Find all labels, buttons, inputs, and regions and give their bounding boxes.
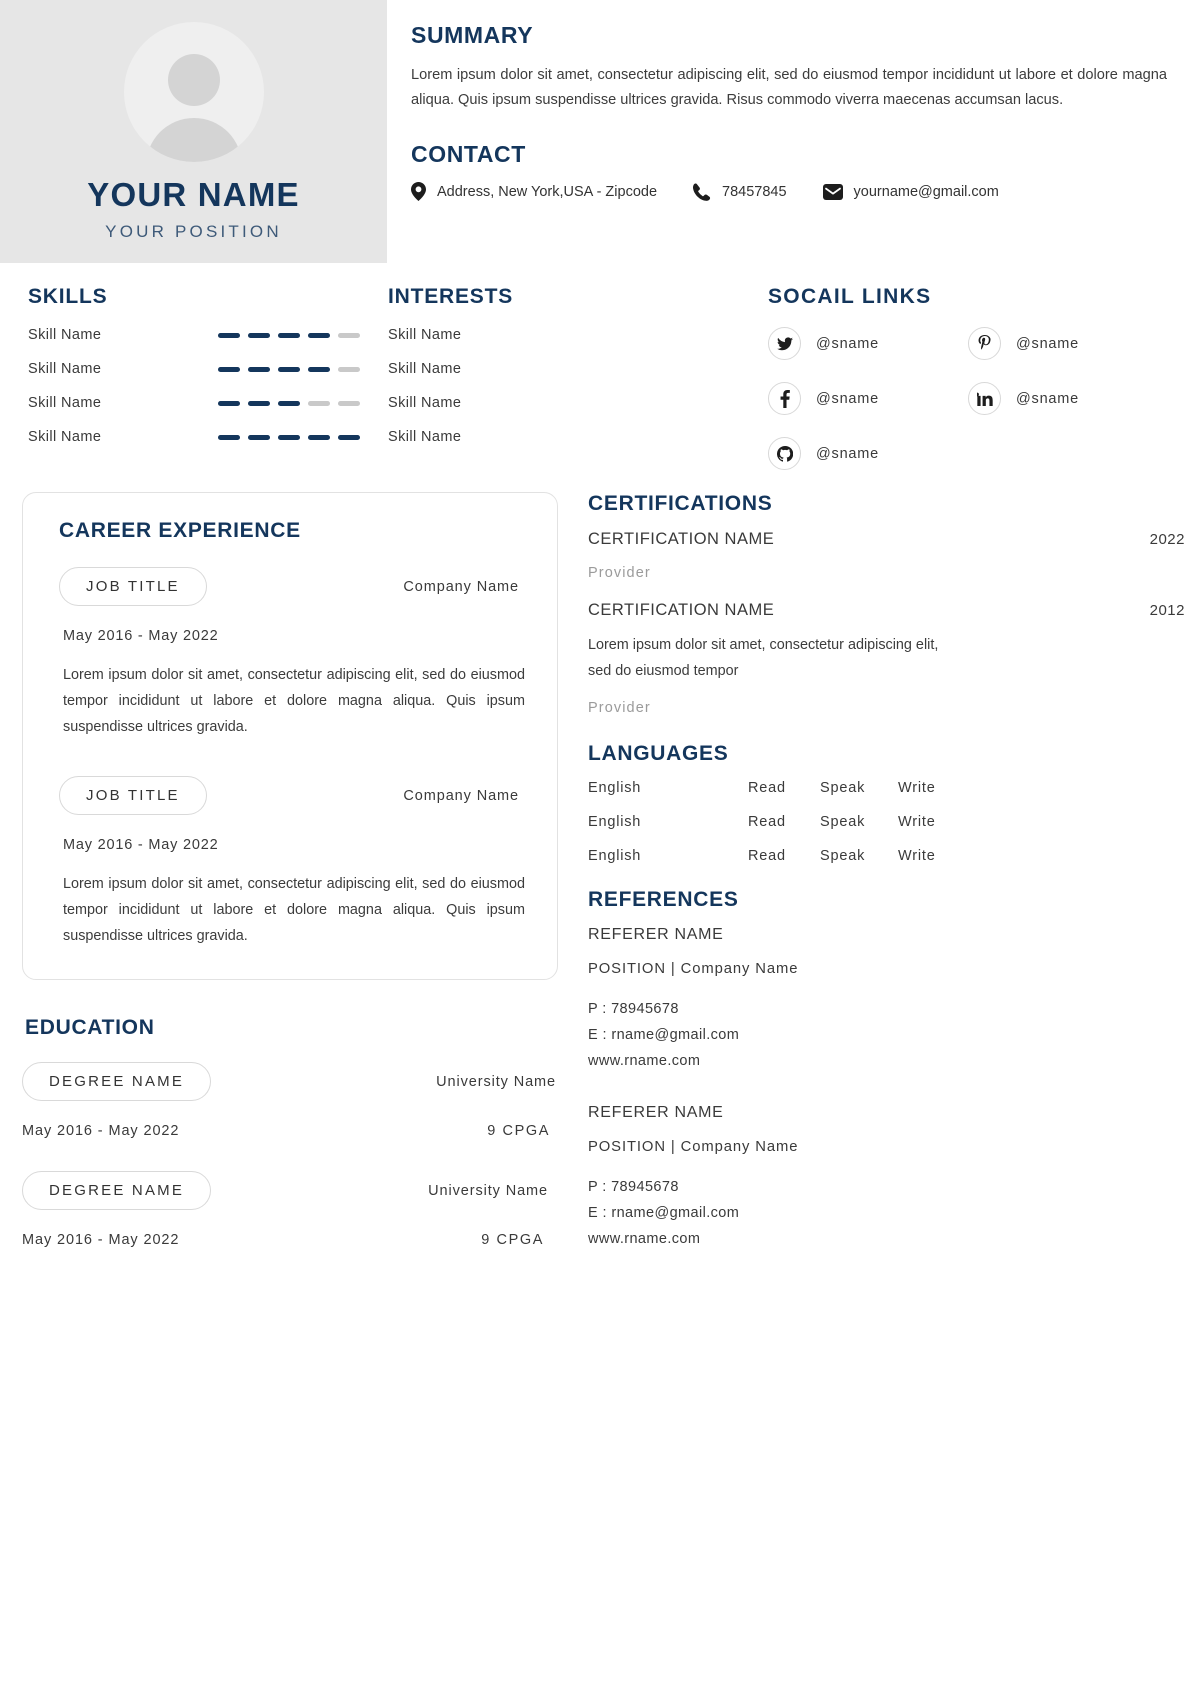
- skill-dash: [278, 401, 300, 406]
- interest-item: Skill Name: [388, 361, 462, 377]
- skills-interests-social-row: [0, 263, 1191, 492]
- certifications-heading: CERTIFICATIONS: [588, 492, 773, 515]
- skill-dash: [218, 333, 240, 338]
- skill-dash: [278, 435, 300, 440]
- career-experience-card: [22, 492, 558, 980]
- certification-name: CERTIFICATION NAME: [588, 601, 775, 619]
- skill-dash: [338, 367, 360, 372]
- skill-label: Skill Name: [28, 395, 102, 411]
- language-item: [588, 814, 1191, 830]
- contact-heading: CONTACT: [411, 141, 526, 167]
- certification-entry: [588, 530, 1191, 581]
- skill-label: Skill Name: [28, 429, 102, 445]
- phone-icon: [693, 183, 711, 201]
- language-write: Write: [898, 780, 936, 796]
- job-title-pill: JOB TITLE: [59, 776, 207, 815]
- certification-description: Lorem ipsum dolor sit amet, consectetur adipiscing elit, sed do eiusmod tempor: [588, 637, 939, 679]
- skill-label: Skill Name: [28, 361, 102, 377]
- twitter-icon: [768, 327, 801, 360]
- skills-list: [28, 327, 370, 445]
- main-left-column: [0, 492, 580, 1256]
- language-item: [588, 780, 1191, 796]
- skill-item: [28, 429, 370, 445]
- skill-dash: [278, 333, 300, 338]
- skill-item: [28, 395, 370, 411]
- interests-list: [388, 327, 740, 445]
- education-date-range: May 2016 - May 2022: [22, 1232, 180, 1248]
- job-description: Lorem ipsum dolor sit amet, consectetur adipiscing elit, sed do eiusmod tempor incididunt ut labore et dolore magna aliqua. Quis ipsum suspendisse ultrices gravida.: [63, 876, 525, 944]
- facebook-icon: [768, 382, 801, 415]
- social-links-section: [740, 285, 1191, 492]
- skill-dash: [308, 367, 330, 372]
- person-avatar-icon: [124, 22, 264, 162]
- skill-dash: [218, 401, 240, 406]
- skill-level-meter: [218, 367, 360, 372]
- job-date-range: May 2016 - May 2022: [63, 628, 219, 644]
- social-handle: @sname: [1016, 335, 1080, 352]
- contact-email[interactable]: [823, 184, 999, 200]
- contact-row: [411, 182, 1167, 201]
- avatar-head-shape: [168, 54, 220, 106]
- interest-item: Skill Name: [388, 429, 462, 445]
- skill-dash: [278, 367, 300, 372]
- skill-dash: [308, 401, 330, 406]
- referer-email[interactable]: E : rname@gmail.com: [588, 1027, 740, 1043]
- job-position-subtitle: YOUR POSITION: [105, 221, 282, 241]
- interests-heading: INTERESTS: [388, 285, 514, 308]
- skills-heading: SKILLS: [28, 285, 108, 308]
- location-pin-icon: [411, 182, 426, 201]
- skill-dash: [218, 367, 240, 372]
- social-handle: @sname: [816, 335, 880, 352]
- education-heading: EDUCATION: [25, 1016, 155, 1039]
- skill-dash: [248, 401, 270, 406]
- referer-email[interactable]: E : rname@gmail.com: [588, 1205, 740, 1221]
- referer-position: POSITION | Company Name: [588, 1139, 799, 1155]
- language-name: English: [588, 814, 642, 830]
- job-description: Lorem ipsum dolor sit amet, consectetur adipiscing elit, sed do eiusmod tempor incididunt ut labore et dolore magna aliqua. Quis ipsum suspendisse ultrices gravida.: [63, 667, 525, 735]
- job-entry: [59, 567, 525, 740]
- degree-name-pill: DEGREE NAME: [22, 1171, 211, 1210]
- resume-header: [0, 0, 1191, 263]
- certification-entry: [588, 601, 1191, 716]
- social-link-facebook[interactable]: [768, 382, 968, 415]
- certification-year: 2012: [1149, 602, 1185, 619]
- social-link-github[interactable]: [768, 437, 968, 470]
- skill-dash: [308, 435, 330, 440]
- referer-name: REFERER NAME: [588, 1104, 724, 1121]
- certification-name: CERTIFICATION NAME: [588, 530, 775, 548]
- interest-item: Skill Name: [388, 395, 462, 411]
- social-links-heading: SOCAIL LINKS: [768, 285, 932, 308]
- language-item: [588, 848, 1191, 864]
- social-handle: @sname: [1016, 390, 1080, 407]
- language-speak: Speak: [820, 848, 866, 864]
- education-header: [22, 1171, 580, 1210]
- languages-heading: LANGUAGES: [588, 742, 729, 765]
- job-title-pill: JOB TITLE: [59, 567, 207, 606]
- summary-heading: SUMMARY: [411, 22, 534, 48]
- social-link-linkedin[interactable]: [968, 382, 1168, 415]
- social-link-twitter[interactable]: [768, 327, 968, 360]
- skill-item: [28, 327, 370, 343]
- referer-website[interactable]: www.rname.com: [588, 1231, 701, 1247]
- skills-section: [0, 285, 370, 492]
- referer-position: POSITION | Company Name: [588, 961, 799, 977]
- certification-year: 2022: [1149, 531, 1185, 548]
- job-header: [59, 776, 525, 815]
- job-header: [59, 567, 525, 606]
- certification-provider: Provider: [588, 700, 651, 716]
- university-name: University Name: [436, 1073, 556, 1090]
- main-right-column: [580, 492, 1191, 1278]
- references-heading: REFERENCES: [588, 888, 739, 911]
- certification-header: [588, 601, 1191, 620]
- summary-text: Lorem ipsum dolor sit amet, consectetur adipiscing elit, sed do eiusmod tempor incididunt ut labore et dolore magna aliqua. Quis ipsum suspendisse ultrices gravida. Risus commodo viverra maecenas accumsan lacus.: [411, 67, 1167, 108]
- interests-section: [370, 285, 740, 492]
- github-icon: [768, 437, 801, 470]
- contact-phone-text: 78457845: [722, 183, 787, 200]
- skill-dash: [338, 435, 360, 440]
- skill-level-meter: [218, 401, 360, 406]
- skill-level-meter: [218, 435, 360, 440]
- referer-website[interactable]: www.rname.com: [588, 1053, 701, 1069]
- skill-dash: [248, 367, 270, 372]
- contact-address[interactable]: [411, 182, 657, 201]
- header-summary-panel: [387, 0, 1191, 263]
- certifications-section: [588, 492, 1191, 716]
- page-title: YOUR NAME: [87, 176, 300, 213]
- header-identity-panel: [0, 0, 387, 263]
- skill-dash: [338, 401, 360, 406]
- education-header: [22, 1062, 580, 1101]
- referer-name: REFERER NAME: [588, 926, 724, 943]
- contact-email-text: yourname@gmail.com: [853, 183, 999, 200]
- language-write: Write: [898, 848, 936, 864]
- education-meta: [22, 1232, 580, 1248]
- job-company: Company Name: [403, 578, 519, 595]
- language-read: Read: [748, 780, 786, 796]
- education-entry: [22, 1062, 580, 1139]
- avatar-body-shape: [146, 118, 242, 162]
- education-cgpa: 9 CPGA: [487, 1123, 550, 1139]
- referer-phone: P : 78945678: [588, 1001, 679, 1017]
- main-content: [0, 492, 1191, 1278]
- certification-header: [588, 530, 1191, 549]
- education-cgpa: 9 CPGA: [481, 1232, 544, 1248]
- career-experience-heading: CAREER EXPERIENCE: [59, 519, 301, 542]
- language-write: Write: [898, 814, 936, 830]
- references-section: [588, 888, 1191, 1252]
- university-name: University Name: [428, 1182, 548, 1199]
- education-date-range: May 2016 - May 2022: [22, 1123, 180, 1139]
- skill-dash: [338, 333, 360, 338]
- job-entry: [59, 776, 525, 949]
- skill-level-meter: [218, 333, 360, 338]
- pinterest-icon: [968, 327, 1001, 360]
- linkedin-icon: [968, 382, 1001, 415]
- job-company: Company Name: [403, 787, 519, 804]
- contact-phone[interactable]: [693, 183, 787, 201]
- language-speak: Speak: [820, 814, 866, 830]
- education-entry: [22, 1171, 580, 1248]
- degree-name-pill: DEGREE NAME: [22, 1062, 211, 1101]
- education-meta: [22, 1123, 580, 1139]
- skill-label: Skill Name: [28, 327, 102, 343]
- languages-section: [588, 742, 1191, 864]
- skill-item: [28, 361, 370, 377]
- social-handle: @sname: [816, 445, 880, 462]
- language-name: English: [588, 780, 642, 796]
- envelope-icon: [823, 184, 843, 200]
- language-read: Read: [748, 814, 786, 830]
- skill-dash: [248, 435, 270, 440]
- skill-dash: [308, 333, 330, 338]
- skill-dash: [248, 333, 270, 338]
- language-name: English: [588, 848, 642, 864]
- reference-entry: [588, 1104, 1191, 1252]
- social-links-list: [768, 327, 1188, 492]
- language-read: Read: [748, 848, 786, 864]
- job-date-range: May 2016 - May 2022: [63, 837, 219, 853]
- social-handle: @sname: [816, 390, 880, 407]
- referer-phone: P : 78945678: [588, 1179, 679, 1195]
- contact-address-text: Address, New York,USA - Zipcode: [437, 183, 658, 200]
- language-speak: Speak: [820, 780, 866, 796]
- skill-dash: [218, 435, 240, 440]
- certification-provider: Provider: [588, 565, 651, 581]
- reference-entry: [588, 926, 1191, 1074]
- social-link-pinterest[interactable]: [968, 327, 1168, 360]
- interest-item: Skill Name: [388, 327, 462, 343]
